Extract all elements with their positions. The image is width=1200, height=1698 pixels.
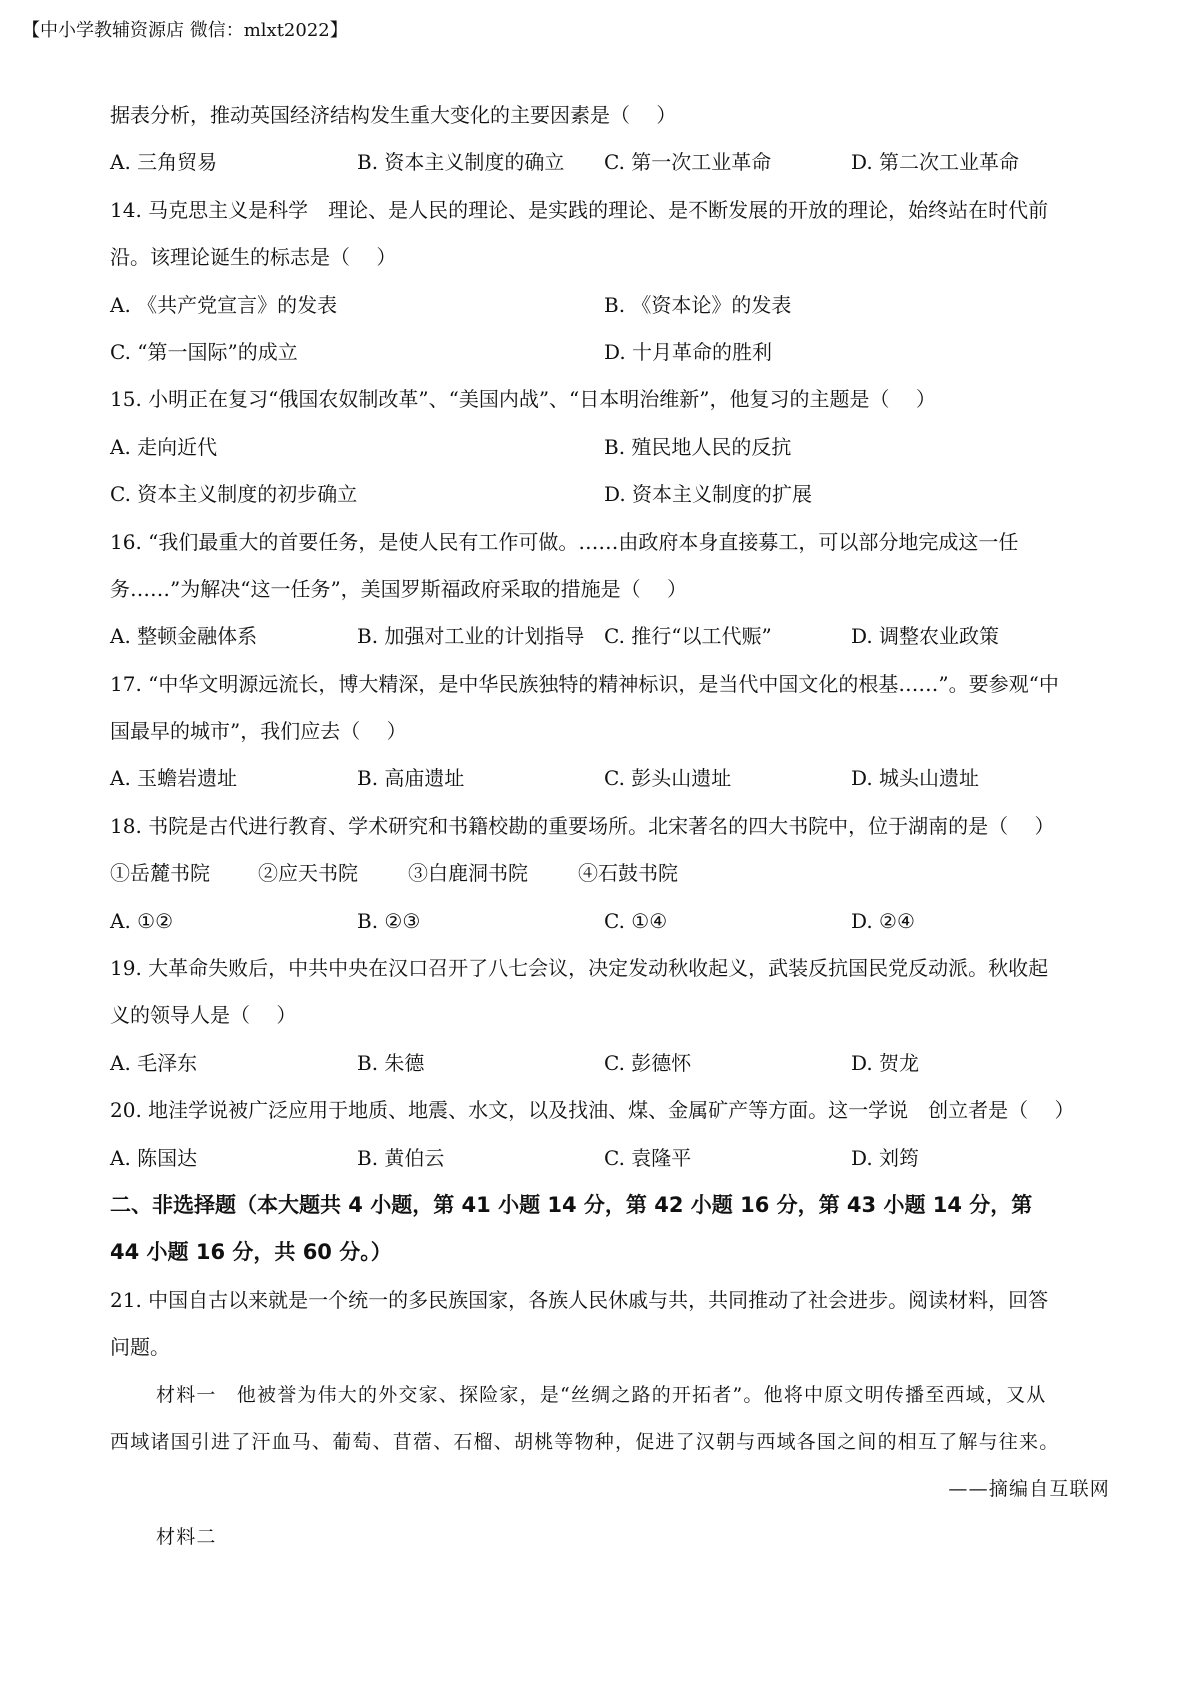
q21-stem-line1: 21. 中国自古以来就是一个统一的多民族国家，各族人民休戚与共，共同推动了社会进步。阅读材料，回答: [110, 1287, 1049, 1312]
q21-material1-line2: 西域诸国引进了汗血马、葡萄、苜蓿、石榴、胡桃等物种，促进了汉朝与西域各国之间的相互了解与往来。: [110, 1430, 1060, 1453]
q16-stem-line2: 务……”为解决“这一任务”，美国罗斯福政府采取的措施是（ ）: [110, 576, 688, 601]
q16-option-a[interactable]: A. 整顿金融体系: [110, 624, 258, 649]
q16-options: [110, 613, 1110, 660]
q19-stem-line2: 义的领导人是（ ）: [110, 1003, 297, 1028]
q15-options-row1: [110, 424, 1110, 471]
q17-options: [110, 755, 1110, 802]
q17-option-d[interactable]: D. 城头山遗址: [851, 766, 980, 791]
q18-option-a[interactable]: A. ①②: [110, 908, 174, 933]
q14-stem-line1: 14. 马克思主义是科学 理论、是人民的理论、是实践的理论、是不断发展的开放的理论，始终站在时代前: [110, 197, 1049, 222]
q17-stem-line2: 国最早的城市”，我们应去（ ）: [110, 719, 407, 744]
q20-stem: 20. 地洼学说被广泛应用于地质、地震、水文，以及找油、煤、金属矿产等方面。这一学说 创立者是（ ）: [110, 1098, 1075, 1123]
q16-stem-line1: 16. “我们最重大的首要任务，是使人民有工作可做。……由政府本身直接募工，可以部分地完成这一任: [110, 529, 1019, 554]
q18-item-1: ①岳麓书院: [110, 861, 210, 886]
q16-option-d[interactable]: D. 调整农业政策: [851, 624, 1000, 649]
q13-options: [110, 139, 1110, 186]
q20-options: [110, 1135, 1110, 1182]
q16-option-b[interactable]: B. 加强对工业的计划指导: [357, 624, 585, 649]
q15-option-c[interactable]: C. 资本主义制度的初步确立: [110, 482, 358, 507]
exam-content: [110, 92, 1110, 1561]
q21-material1-line1: 材料一 他被誉为伟大的外交家、探险家，是“丝绸之路的开拓者”。他将中原文明传播至西域，又从: [156, 1383, 1047, 1406]
q21-stem-line2: 问题。: [110, 1335, 170, 1360]
q17-option-b[interactable]: B. 高庙遗址: [357, 766, 465, 791]
section2-heading-line2: 44 小题 16 分，共 60 分。）: [110, 1240, 392, 1265]
q19-stem-line1: 19. 大革命失败后，中共中央在汉口召开了八七会议，决定发动秋收起义，武装反抗国民党反动派。秋收起: [110, 956, 1049, 981]
q13-option-b[interactable]: B. 资本主义制度的确立: [357, 150, 565, 175]
page-header: 【中小学教辅资源店 微信：mlxt2022】: [22, 20, 348, 41]
q20-option-b[interactable]: B. 黄伯云: [357, 1145, 445, 1170]
q20-option-c[interactable]: C. 袁隆平: [604, 1145, 692, 1170]
q20-option-d[interactable]: D. 刘筠: [851, 1145, 920, 1170]
q17-stem-line1: 17. “中华文明源远流长，博大精深，是中华民族独特的精神标识，是当代中国文化的根基……”。要参观“中: [110, 671, 1059, 696]
q19-option-d[interactable]: D. 贺龙: [851, 1050, 920, 1075]
q14-stem-line2: 沿。该理论诞生的标志是（ ）: [110, 245, 397, 270]
q15-option-a[interactable]: A. 走向近代: [110, 434, 218, 459]
q17-option-c[interactable]: C. 彭头山遗址: [604, 766, 732, 791]
q15-option-d[interactable]: D. 资本主义制度的扩展: [604, 482, 813, 507]
q15-option-b[interactable]: B. 殖民地人民的反抗: [604, 434, 792, 459]
q19-options: [110, 1040, 1110, 1087]
q13-option-a[interactable]: A. 三角贸易: [110, 150, 218, 175]
q21-material1-source: ——摘编自互联网: [948, 1478, 1110, 1501]
q19-option-b[interactable]: B. 朱德: [357, 1050, 425, 1075]
q17-option-a[interactable]: A. 玉蟾岩遗址: [110, 766, 238, 791]
q13-option-d[interactable]: D. 第二次工业革命: [851, 150, 1020, 175]
q14-option-b[interactable]: B. 《资本论》的发表: [604, 292, 792, 317]
q16-option-c[interactable]: C. 推行“以工代赈”: [604, 624, 772, 649]
q18-options: [110, 898, 1110, 945]
q18-stem: 18. 书院是古代进行教育、学术研究和书籍校勘的重要场所。北宋著名的四大书院中，位于湖南的是（ ）: [110, 813, 1055, 838]
q18-items: [110, 850, 1110, 897]
q18-item-2: ②应天书院: [258, 861, 358, 886]
q14-option-a[interactable]: A. 《共产党宣言》的发表: [110, 292, 338, 317]
q19-option-c[interactable]: C. 彭德怀: [604, 1050, 692, 1075]
q15-stem: 15. 小明正在复习“俄国农奴制改革”、“美国内战”、“日本明治维新”，他复习的主题是（ ）: [110, 387, 936, 412]
q20-option-a[interactable]: A. 陈国达: [110, 1145, 198, 1170]
q13-option-c[interactable]: C. 第一次工业革命: [604, 150, 772, 175]
q15-options-row2: [110, 471, 1110, 518]
q18-option-b[interactable]: B. ②③: [357, 908, 421, 933]
q18-item-3: ③白鹿洞书院: [408, 861, 528, 886]
q21-material2-label: 材料二: [156, 1525, 217, 1548]
q14-options-row2: [110, 329, 1110, 376]
q14-option-c[interactable]: C. “第一国际”的成立: [110, 339, 298, 364]
q18-option-c[interactable]: C. ①④: [604, 908, 668, 933]
q14-option-d[interactable]: D. 十月革命的胜利: [604, 339, 773, 364]
q18-option-d[interactable]: D. ②④: [851, 908, 915, 933]
q14-options-row1: [110, 282, 1110, 329]
section2-heading-line1: 二、非选择题（本大题共 4 小题，第 41 小题 14 分，第 42 小题 16 分，第 43 小题 14 分，第: [110, 1192, 1033, 1217]
q18-item-4: ④石鼓书院: [578, 861, 678, 886]
q13-stem: 据表分析，推动英国经济结构发生重大变化的主要因素是（ ）: [110, 103, 677, 127]
q19-option-a[interactable]: A. 毛泽东: [110, 1050, 198, 1075]
